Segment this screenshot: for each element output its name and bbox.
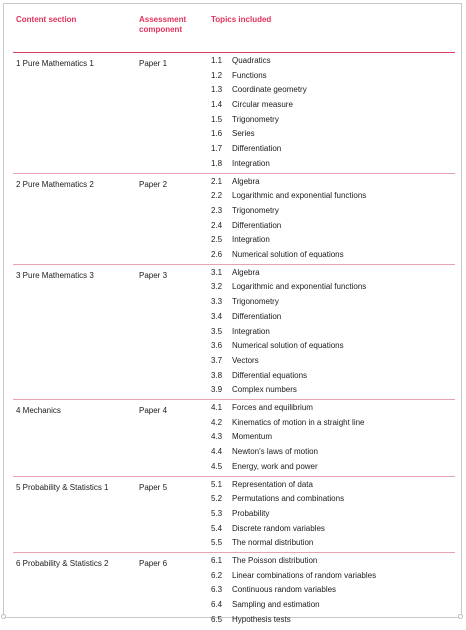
topic-title: Coordinate geometry [232, 85, 307, 95]
assessment-paper: Paper 2 [139, 179, 168, 189]
topic-item [211, 69, 307, 84]
topic-number: 3.3 [211, 297, 223, 307]
topic-item [211, 613, 376, 628]
topic-number: 4.5 [211, 461, 223, 471]
topic-title: Representation of data [232, 479, 313, 489]
topic-item [211, 157, 307, 172]
topic-list [211, 174, 366, 263]
topic-number: 1.1 [211, 56, 223, 65]
topic-number: 5.1 [211, 479, 223, 489]
topic-title: Momentum [232, 432, 273, 442]
topic-title: Trigonometry [232, 205, 279, 215]
topic-number: 2.2 [211, 191, 223, 201]
topic-number: 3.4 [211, 311, 223, 321]
topic-number: 3.2 [211, 282, 223, 292]
header-assessment-component: Assessment component [139, 15, 187, 34]
topic-title: Probability [232, 508, 270, 518]
topic-number: 6.4 [211, 600, 223, 610]
topic-number: 3.7 [211, 355, 223, 365]
topic-title: Series [232, 129, 255, 139]
topic-item [211, 401, 365, 416]
topic-item [211, 83, 307, 98]
topic-title: Integration [232, 235, 270, 245]
topic-list [211, 400, 365, 474]
topic-title: Discrete random variables [232, 523, 325, 533]
section-row [13, 553, 455, 630]
section-name: 6 Probability & Statistics 2 [16, 559, 109, 569]
topic-number: 5.2 [211, 494, 223, 504]
assessment-paper: Paper 1 [139, 59, 168, 68]
topic-item [211, 383, 366, 398]
topic-item [211, 219, 366, 234]
topic-title: Forces and equilibrium [232, 403, 313, 413]
header-content-section: Content section [16, 15, 77, 24]
assessment-paper: Paper 4 [139, 406, 168, 416]
section-row [13, 477, 455, 554]
section-row [13, 265, 455, 400]
topic-item [211, 460, 365, 475]
syllabus-table [13, 12, 455, 630]
topic-item [211, 507, 344, 522]
topic-number: 4.3 [211, 432, 223, 442]
topic-item [211, 554, 376, 569]
topic-title: Trigonometry [232, 297, 279, 307]
topic-title: Energy, work and power [232, 461, 318, 471]
topic-item [211, 522, 344, 537]
topic-item [211, 175, 366, 190]
topic-title: Differentiation [232, 144, 282, 154]
topic-title: Hypothesis tests [232, 614, 291, 624]
topic-title: Logarithmic and exponential functions [232, 191, 367, 201]
topic-item [211, 189, 366, 204]
topic-title: Vectors [232, 355, 259, 365]
topic-list [211, 477, 344, 551]
topic-title: Permutations and combinations [232, 494, 345, 504]
topic-number: 4.4 [211, 447, 223, 457]
section-name: 1 Pure Mathematics 1 [16, 59, 94, 68]
topic-number: 6.2 [211, 570, 223, 580]
header-topics-included: Topics included [211, 15, 272, 24]
assessment-paper: Paper 6 [139, 559, 168, 569]
topic-number: 6.5 [211, 614, 223, 624]
topic-item [211, 54, 307, 69]
topic-item [211, 310, 366, 325]
topic-title: Complex numbers [232, 385, 297, 395]
topic-list [211, 553, 376, 627]
topic-number: 5.5 [211, 538, 223, 548]
topic-item [211, 280, 366, 295]
topic-title: Quadratics [232, 56, 271, 65]
topic-title: Continuous random variables [232, 585, 337, 595]
topic-title: Trigonometry [232, 114, 279, 124]
topic-number: 1.8 [211, 158, 223, 168]
topic-item [211, 233, 366, 248]
section-name: 4 Mechanics [16, 406, 61, 416]
corner-handle [1, 614, 6, 619]
topic-title: Differentiation [232, 311, 282, 321]
topic-item [211, 204, 366, 219]
topic-number: 4.1 [211, 403, 223, 413]
assessment-paper: Paper 3 [139, 270, 168, 280]
topic-item [211, 430, 365, 445]
topic-title: Circular measure [232, 100, 293, 110]
topic-title: Algebra [232, 267, 260, 277]
topic-title: Algebra [232, 176, 260, 186]
table-body [13, 53, 455, 630]
topic-number: 2.5 [211, 235, 223, 245]
topic-item [211, 536, 344, 551]
topic-number: 5.4 [211, 523, 223, 533]
topic-title: Newton's laws of motion [232, 447, 319, 457]
topic-title: Integration [232, 326, 270, 336]
topic-number: 3.9 [211, 385, 223, 395]
topic-list [211, 53, 307, 172]
topic-number: 1.4 [211, 100, 223, 110]
section-name: 3 Pure Mathematics 3 [16, 270, 94, 280]
topic-title: Differential equations [232, 370, 308, 380]
section-row [13, 400, 455, 477]
section-name: 5 Probability & Statistics 1 [16, 482, 109, 492]
topic-number: 3.6 [211, 341, 223, 351]
topic-title: Sampling and estimation [232, 600, 320, 610]
topic-item [211, 598, 376, 613]
topic-title: Differentiation [232, 220, 282, 230]
topic-title: The normal distribution [232, 538, 314, 548]
topic-number: 2.1 [211, 176, 223, 186]
topic-item [211, 583, 376, 598]
topic-item [211, 354, 366, 369]
topic-number: 3.8 [211, 370, 223, 380]
topic-list [211, 265, 366, 398]
table-header [13, 12, 455, 53]
topic-number: 1.2 [211, 70, 223, 80]
topic-number: 1.5 [211, 114, 223, 124]
topic-item [211, 266, 366, 281]
topic-item [211, 339, 366, 354]
topic-number: 6.3 [211, 585, 223, 595]
topic-number: 6.1 [211, 556, 223, 566]
topic-title: Logarithmic and exponential functions [232, 282, 367, 292]
topic-title: Numerical solution of equations [232, 341, 344, 351]
topic-title: Kinematics of motion in a straight line [232, 417, 365, 427]
topic-number: 4.2 [211, 417, 223, 427]
section-row [13, 174, 455, 265]
topic-number: 2.3 [211, 205, 223, 215]
topic-title: Functions [232, 70, 267, 80]
topic-number: 1.7 [211, 144, 223, 154]
topic-number: 2.4 [211, 220, 223, 230]
topic-item [211, 369, 366, 384]
corner-handle [458, 614, 463, 619]
topic-number: 1.6 [211, 129, 223, 139]
section-row [13, 53, 455, 174]
topic-item [211, 127, 307, 142]
topic-item [211, 325, 366, 340]
topic-number: 3.1 [211, 267, 223, 277]
topic-item [211, 569, 376, 584]
topic-number: 1.3 [211, 85, 223, 95]
topic-item [211, 445, 365, 460]
topic-item [211, 113, 307, 128]
topic-title: Integration [232, 158, 270, 168]
topic-item [211, 295, 366, 310]
topic-item [211, 492, 344, 507]
section-name: 2 Pure Mathematics 2 [16, 179, 94, 189]
topic-title: Linear combinations of random variables [232, 570, 377, 580]
topic-item [211, 98, 307, 113]
topic-number: 3.5 [211, 326, 223, 336]
topic-item [211, 142, 307, 157]
topic-title: Numerical solution of equations [232, 250, 344, 260]
topic-number: 5.3 [211, 508, 223, 518]
topic-item [211, 416, 365, 431]
topic-number: 2.6 [211, 250, 223, 260]
topic-item [211, 478, 344, 493]
assessment-paper: Paper 5 [139, 482, 168, 492]
topic-item [211, 248, 366, 263]
topic-title: The Poisson distribution [232, 556, 318, 566]
